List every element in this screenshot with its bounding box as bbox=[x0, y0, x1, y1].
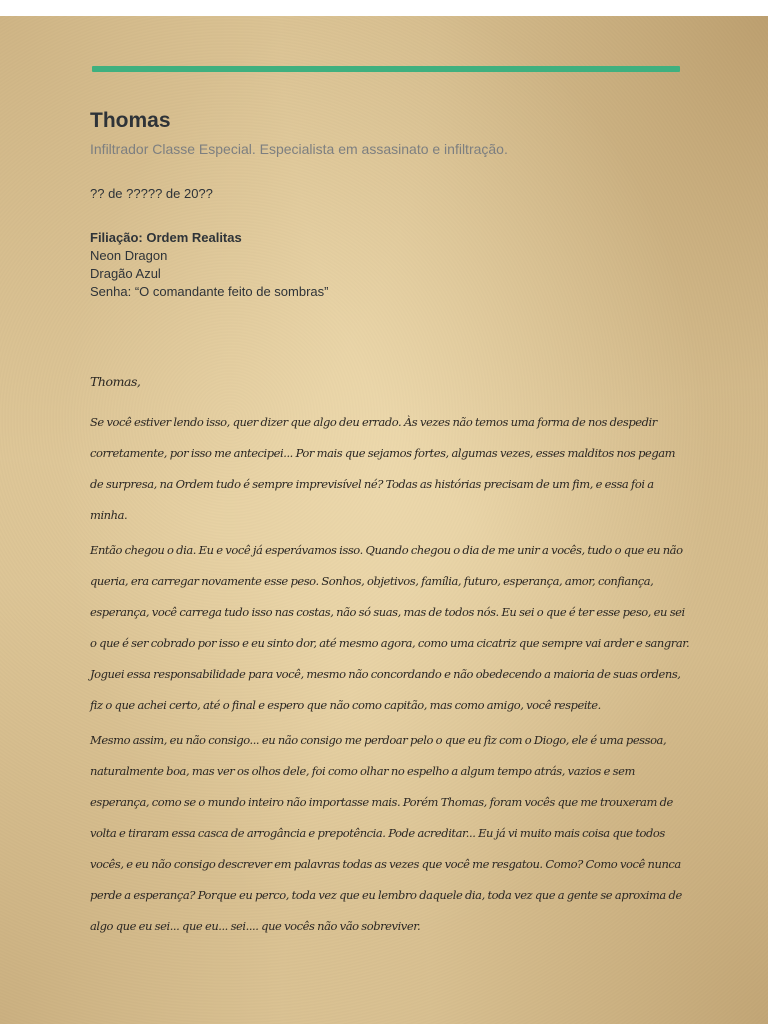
affiliation-line: Dragão Azul bbox=[90, 266, 161, 281]
affiliation-block bbox=[90, 229, 690, 301]
letter-paragraph: Se você estiver lendo isso, quer dizer que algo deu errado. Às vezes não temos uma forma de nos despedir corretamente, por isso me antecipei... Por mais que sejamos fortes, algumas vezes, esses malditos nos pegam de surpresa, na Ordem tudo é sempre imprevisível né? Todas as histórias precisam de um fim, e essa foi a minha. bbox=[90, 415, 676, 522]
affiliation-line: Neon Dragon bbox=[90, 248, 168, 263]
parchment-page bbox=[0, 16, 768, 1024]
affiliation-line: Senha: “O comandante feito de sombras” bbox=[90, 284, 329, 299]
letter-date: ?? de ????? de 20?? bbox=[90, 186, 213, 201]
document-header bbox=[90, 108, 690, 301]
page-title: Thomas bbox=[90, 109, 171, 132]
letter-salutation: Thomas, bbox=[90, 374, 141, 389]
accent-divider bbox=[92, 66, 680, 72]
page-subtitle: Infiltrador Classe Especial. Especialista em assasinato e infiltração. bbox=[90, 141, 508, 157]
handwritten-letter bbox=[90, 366, 690, 946]
letter-paragraph: Mesmo assim, eu não consigo... eu não consigo me perdoar pelo o que eu fiz com o Diogo, ele é uma pessoa, naturalmente boa, mas ver os olhos dele, foi como olhar no espelho a algum tempo atrás, vazios e sem esperança, como se o mundo inteiro não importasse mais. Porém Thomas, foram vocês que me trouxeram de volta e tiraram essa casca de arrogância e prepotência. Pode acreditar... Eu já vi muito mais coisa que todos vocês, e eu não consigo descrever em palavras todas as vezes que você me resgatou. Como? Como você nunca perde a esperança? Porque eu perco, toda vez que eu lembro daquele dia, toda vez que a gente se aproxima de algo que eu sei... que eu... sei.... que vocês não vão sobreviver. bbox=[90, 733, 682, 933]
letter-paragraph: Então chegou o dia. Eu e você já esperávamos isso. Quando chegou o dia de me unir a vocês, tudo o que eu não queria, era carregar novamente esse peso. Sonhos, objetivos, família, futuro, esperança, amor, confiança, esperança, você carrega tudo isso nas costas, não só suas, mas de todos nós. Eu sei o que é ter esse peso, eu sei o que é ser cobrado por isso e eu sinto dor, até mesmo agora, como uma cicatriz que sempre vai arder e sangrar. Joguei essa responsabilidade para você, mesmo não concordando e não obedecendo a maioria de suas ordens, fiz o que achei certo, até o final e espero que não como capitão, mas como amigo, você respeite. bbox=[90, 543, 690, 712]
affiliation-label: Filiação: Ordem Realitas bbox=[90, 230, 242, 245]
